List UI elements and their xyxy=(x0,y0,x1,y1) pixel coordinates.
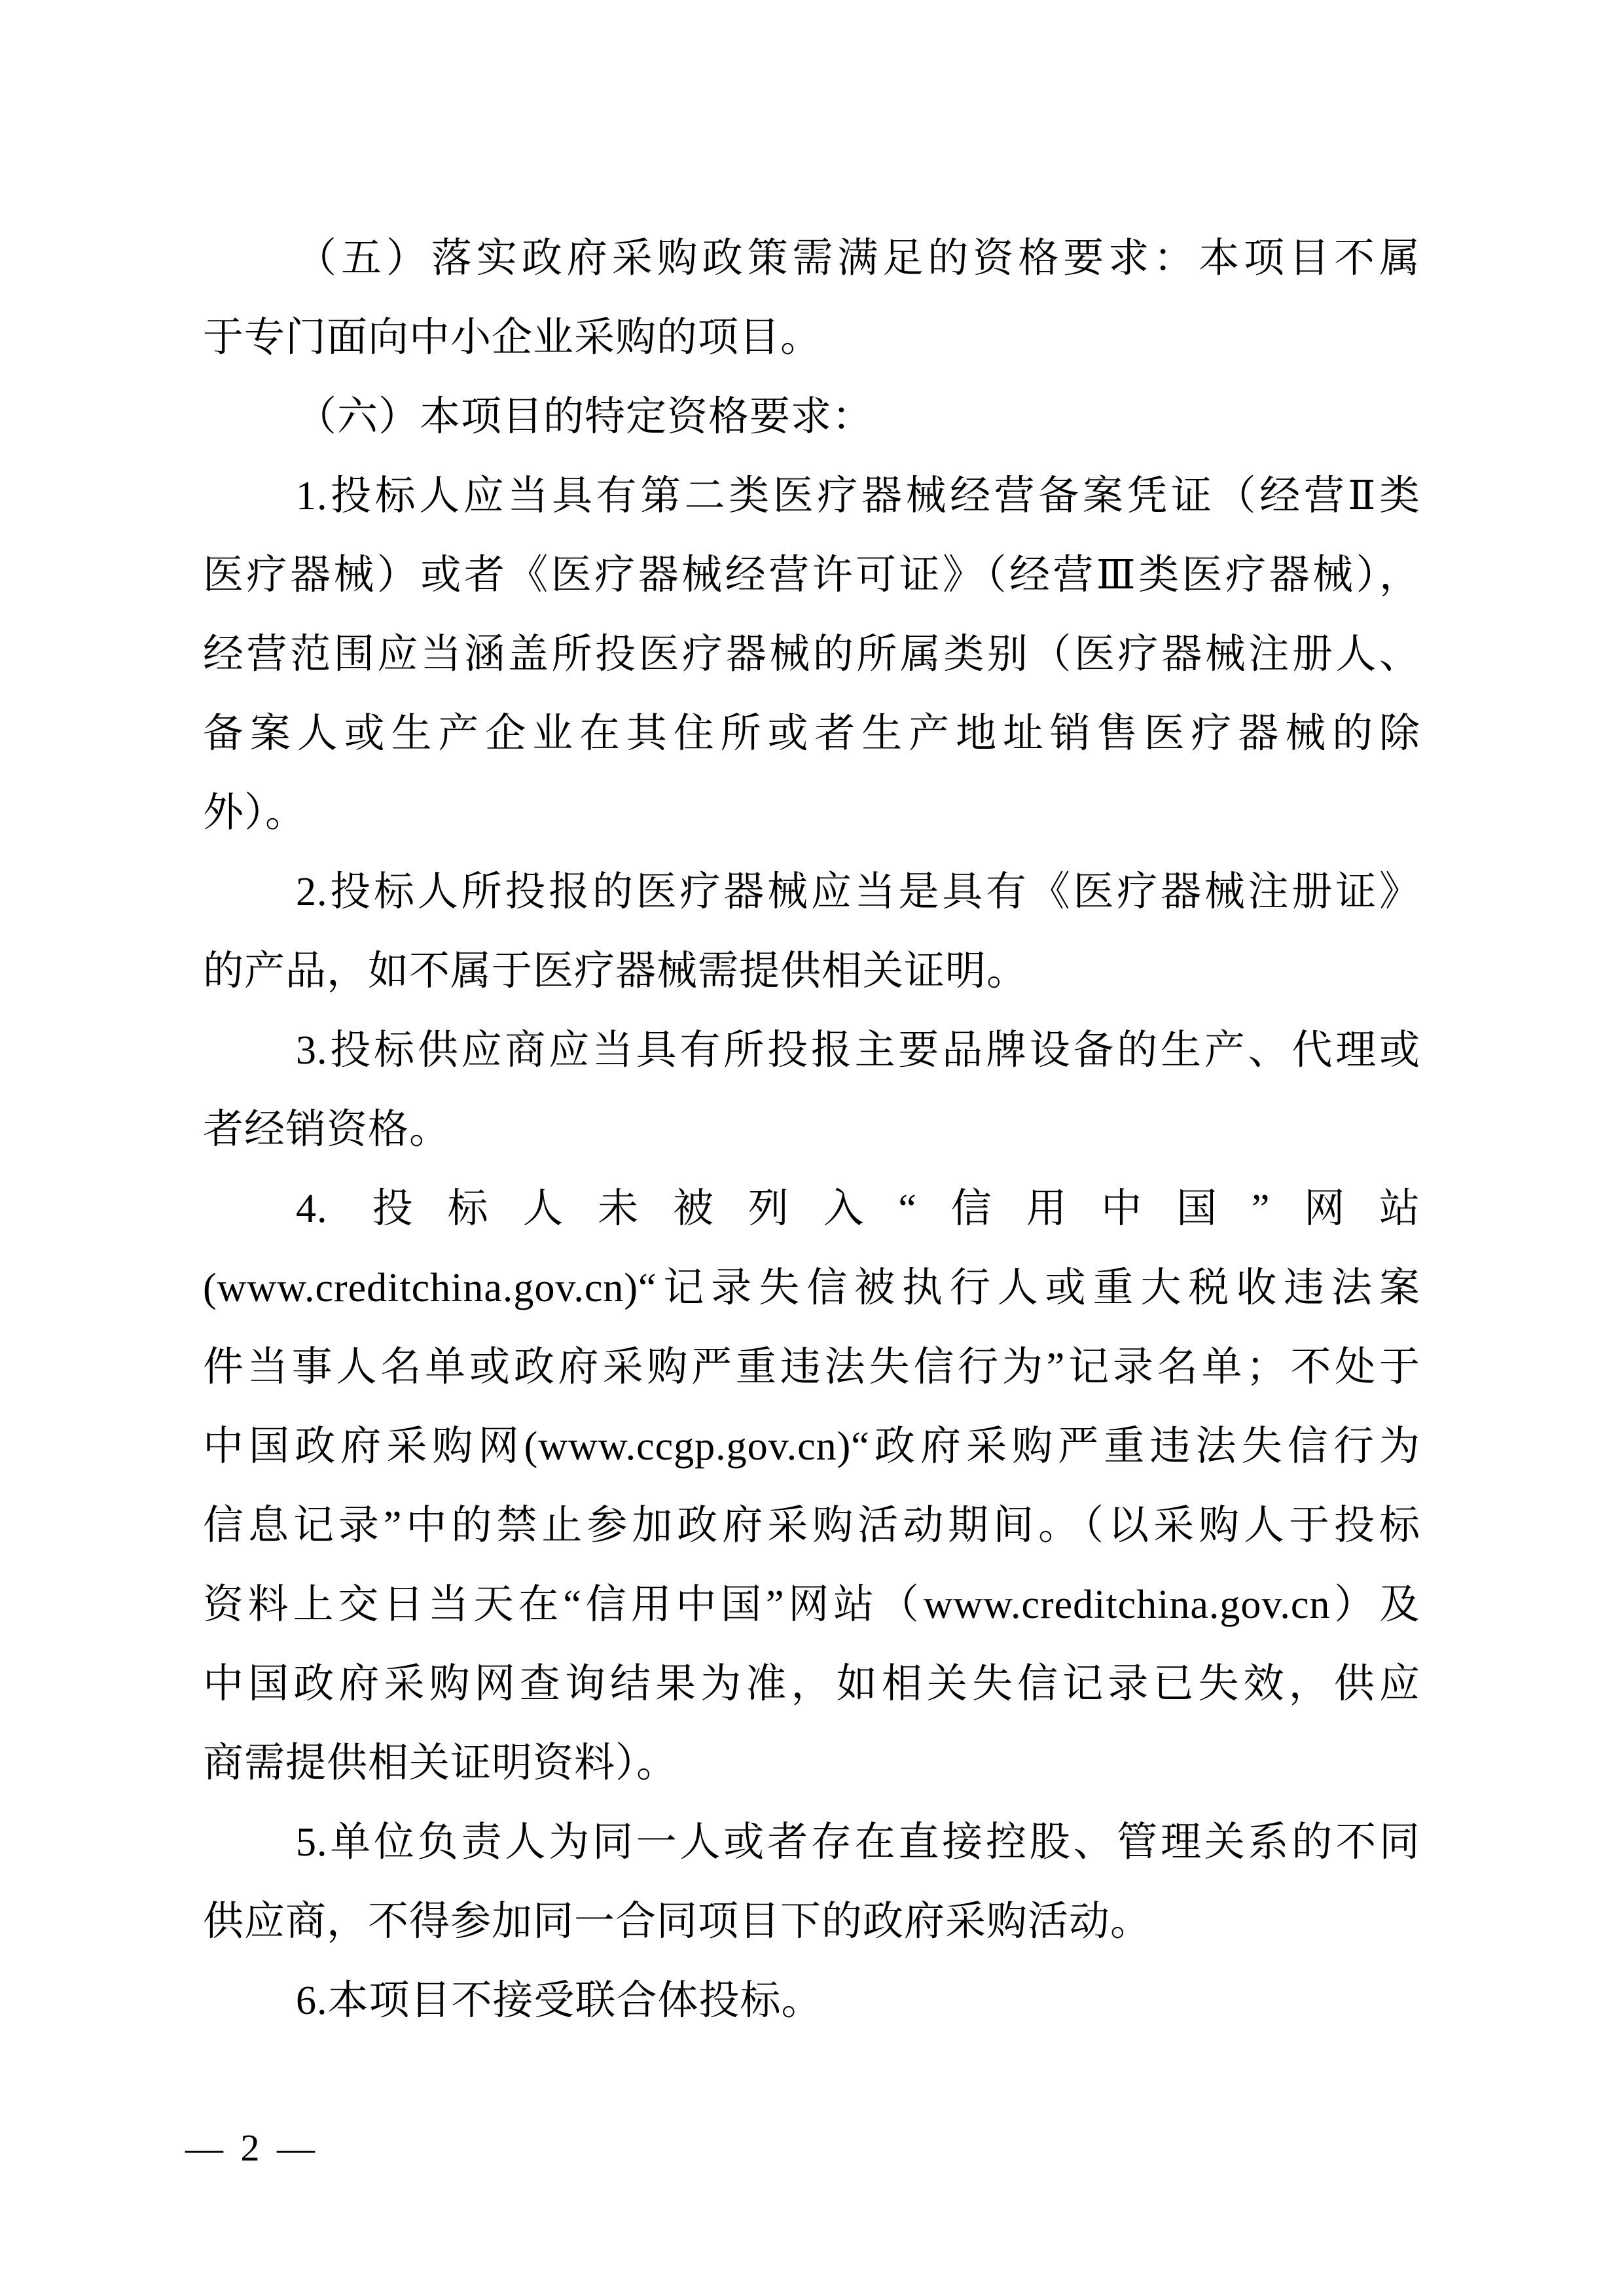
text-line: 者经销资格。 xyxy=(203,1107,451,1152)
text-line: 2.投标人所投报的医疗器械应当是具有《医疗器械注册证》 xyxy=(296,870,1420,914)
text-line: 外）。 xyxy=(203,791,307,835)
text-line: 商需提供相关证明资料）。 xyxy=(203,1741,678,1785)
text-line: (www.creditchina.gov.cn)“记录失信被执行人或重大税收违法案 xyxy=(203,1266,1420,1310)
text-line: 4. 投标人未被列入“信用中国”网站 xyxy=(296,1187,1420,1231)
text-line: 医疗器械）或者《医疗器械经营许可证》（经营Ⅲ类医疗器械）， xyxy=(203,553,1420,598)
text-line: 1.投标人应当具有第二类医疗器械经营备案凭证（经营Ⅱ类 xyxy=(296,474,1420,518)
text-line: 经营范围应当涵盖所投医疗器械的所属类别（医疗器械注册人、 xyxy=(203,632,1420,677)
text-line: 供应商，不得参加同一合同项目下的政府采购活动。 xyxy=(203,1899,1152,1944)
document-body xyxy=(203,219,1420,2041)
text-line: 信息记录”中的禁止参加政府采购活动期间。（以采购人于投标 xyxy=(203,1503,1420,1548)
text-line: 6.本项目不接受联合体投标。 xyxy=(296,1979,823,2023)
text-line: 中国政府采购网(www.ccgp.gov.cn)“政府采购严重违法失信行为 xyxy=(203,1424,1420,1469)
text-line: 件当事人名单或政府采购严重违法失信行为”记录名单；不处于 xyxy=(203,1345,1420,1390)
text-line: （六）本项目的特定资格要求： xyxy=(296,395,874,439)
text-line: 资料上交日当天在“信用中国”网站（www.creditchina.gov.cn）及 xyxy=(203,1583,1420,1627)
page-number: — 2 — xyxy=(185,2126,319,2169)
text-line: 的产品，如不属于医疗器械需提供相关证明。 xyxy=(203,949,1028,994)
text-line: 于专门面向中小企业采购的项目。 xyxy=(203,315,822,360)
text-line: （五）落实政府采购政策需满足的资格要求：本项目不属 xyxy=(296,236,1420,281)
text-line: 中国政府采购网查询结果为准，如相关失信记录已失效，供应 xyxy=(203,1662,1420,1706)
text-line: 5.单位负责人为同一人或者存在直接控股、管理关系的不同 xyxy=(296,1820,1420,1865)
text-line: 备案人或生产企业在其住所或者生产地址销售医疗器械的除 xyxy=(203,711,1420,756)
text-line: 3.投标供应商应当具有所投报主要品牌设备的生产、代理或 xyxy=(296,1028,1420,1073)
